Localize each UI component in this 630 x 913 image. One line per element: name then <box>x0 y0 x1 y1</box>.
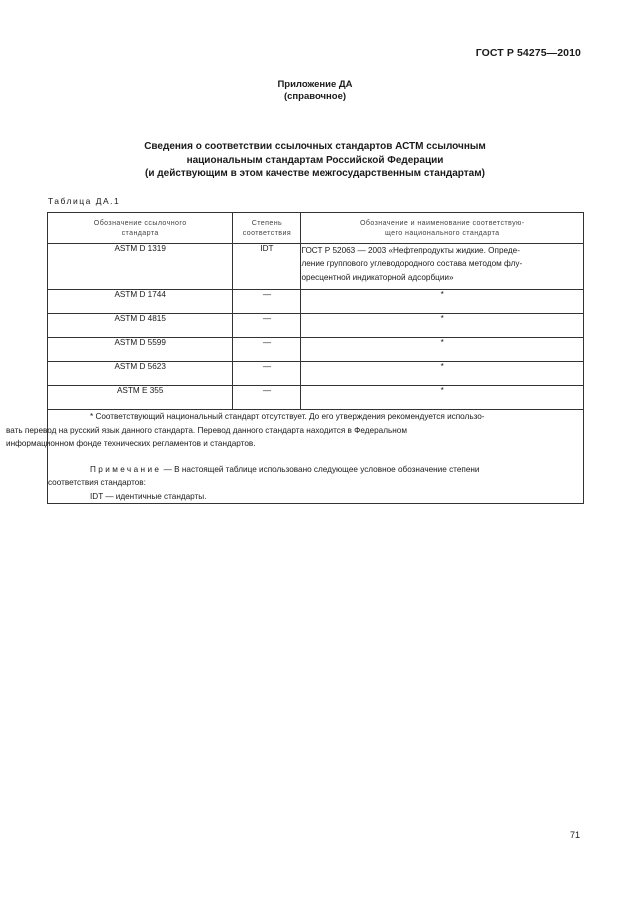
note-idt-definition: IDT — идентичные стандарты. <box>90 491 207 501</box>
cell-national-standard: * <box>301 314 584 338</box>
table-notes-row <box>48 410 584 504</box>
annex-title: Приложение ДА <box>277 79 353 90</box>
footnote: * Соответствующий национальный стандарт отсутствует. До его утверждения рекомендуется использо- вать перевод на русский язык данного стандарта. Перевод данного стандарта находится в Федеральном информационном фонде технических регламентов и стандартов. <box>6 412 485 448</box>
cell-degree: — <box>233 386 301 410</box>
table-notes <box>6 410 584 504</box>
note-label: Примечание <box>90 464 162 474</box>
section-title-line-3: (и действующим в этом качестве межгосударственным стандартам) <box>145 168 485 179</box>
cell-national-standard: * <box>301 290 584 314</box>
annex-heading <box>0 79 630 103</box>
table-header-row <box>48 213 584 244</box>
table-row <box>48 290 584 314</box>
table-row <box>48 244 584 290</box>
header-degree: Степень соответствия <box>233 213 301 244</box>
table-row <box>48 338 584 362</box>
table-note <box>48 463 583 490</box>
standard-designation: ГОСТ Р 54275—2010 <box>475 47 581 59</box>
header-national-standard: Обозначение и наименование соответствую- щего национального стандарта <box>301 213 584 244</box>
cell-code: ASTM D 1319 <box>48 244 233 290</box>
section-title-line-1: Сведения о соответствии ссылочных стандартов АСТМ ссылочным <box>144 141 486 152</box>
section-title <box>0 140 630 181</box>
table-caption: Таблица ДА.1 <box>48 196 121 206</box>
cell-code: ASTM E 355 <box>48 386 233 410</box>
cell-national-standard: * <box>301 338 584 362</box>
header-reference-standard: Обозначение ссылочного стандарта <box>48 213 233 244</box>
cell-degree: — <box>233 290 301 314</box>
cell-national-standard: * <box>301 362 584 386</box>
annex-subtitle: (справочное) <box>283 91 347 102</box>
note-text-continued: соответствия стандартов: <box>48 478 146 487</box>
table-row <box>48 362 584 386</box>
cell-degree: — <box>233 362 301 386</box>
section-title-line-2: национальным стандартам Российской Федерации <box>186 154 444 166</box>
cell-code: ASTM D 1744 <box>48 290 233 314</box>
cell-degree: IDT <box>233 244 301 290</box>
correspondence-table <box>6 212 584 504</box>
cell-degree: — <box>233 314 301 338</box>
table-row <box>48 386 584 410</box>
table-row <box>48 314 584 338</box>
page-number: 71 <box>570 830 581 840</box>
cell-code: ASTM D 4815 <box>48 314 233 338</box>
cell-code: ASTM D 5623 <box>48 362 233 386</box>
note-text: — В настоящей таблице использовано следующее условное обозначение степени <box>161 464 480 474</box>
cell-code: ASTM D 5599 <box>48 338 233 362</box>
cell-national-standard: ГОСТ Р 52063 — 2003 «Нефтепродукты жидкие. Опреде- ление группового углеводородного состава методом флу- оресцентной индикаторной адсорбции» <box>301 244 584 290</box>
cell-degree: — <box>233 338 301 362</box>
cell-national-standard: * <box>301 386 584 410</box>
